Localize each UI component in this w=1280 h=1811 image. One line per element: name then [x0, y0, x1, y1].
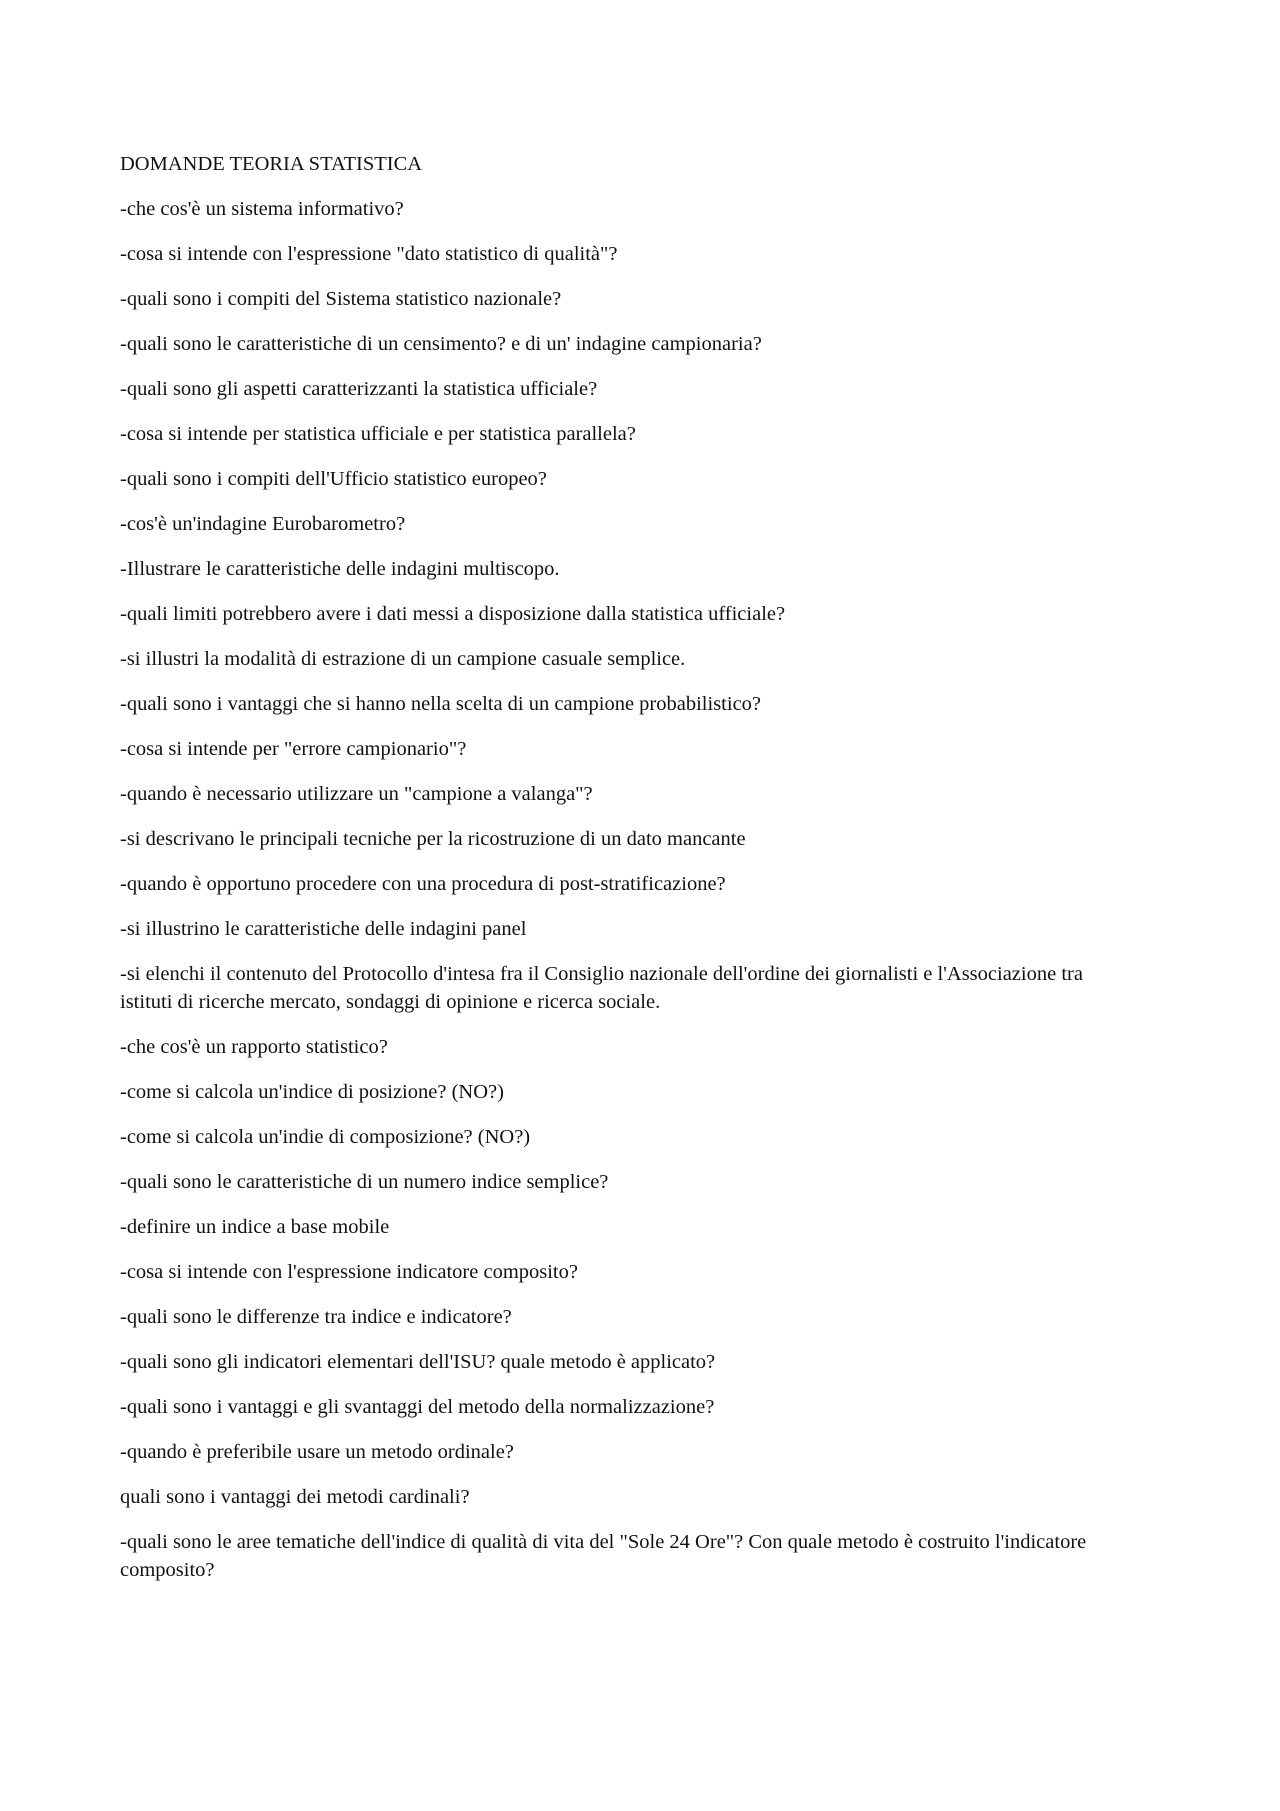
question-item: -quando è preferibile usare un metodo ordinale?: [120, 1441, 514, 1463]
question-item: -cosa si intende con l'espressione indicatore composito?: [120, 1261, 578, 1283]
document-title: DOMANDE TEORIA STATISTICA: [120, 153, 423, 175]
question-item: -cosa si intende per statistica ufficiale e per statistica parallela?: [120, 423, 636, 445]
question-item: -cos'è un'indagine Eurobarometro?: [120, 513, 406, 535]
question-item: -quali sono le differenze tra indice e indicatore?: [120, 1306, 512, 1328]
question-item: -quali sono i vantaggi e gli svantaggi del metodo della normalizzazione?: [120, 1396, 715, 1418]
question-item: -che cos'è un sistema informativo?: [120, 198, 404, 220]
question-item: -si illustri la modalità di estrazione di un campione casuale semplice.: [120, 648, 686, 670]
question-item: -cosa si intende con l'espressione "dato statistico di qualità"?: [120, 243, 618, 265]
document-content: [120, 150, 1140, 1601]
question-item: -quando è necessario utilizzare un "campione a valanga"?: [120, 783, 593, 805]
question-item: -quali sono i vantaggi che si hanno nella scelta di un campione probabilistico?: [120, 693, 762, 715]
question-item: -come si calcola un'indice di posizione? (NO?): [120, 1081, 504, 1103]
question-item: -quali sono le aree tematiche dell'indice di qualità di vita del "Sole 24 Ore"? Con quale metodo è costruito l'indicatore composito?: [120, 1531, 1087, 1581]
question-item: -cosa si intende per "errore campionario"?: [120, 738, 467, 760]
question-item: -quali sono le caratteristiche di un censimento? e di un' indagine campionaria?: [120, 333, 762, 355]
question-item: -quali sono gli indicatori elementari dell'ISU? quale metodo è applicato?: [120, 1351, 716, 1373]
question-item: quali sono i vantaggi dei metodi cardinali?: [120, 1486, 470, 1508]
question-item: -quali sono i compiti del Sistema statistico nazionale?: [120, 288, 562, 310]
question-item: -quali sono le caratteristiche di un numero indice semplice?: [120, 1171, 609, 1193]
question-item: -quando è opportuno procedere con una procedura di post-stratificazione?: [120, 873, 726, 895]
question-item: -definire un indice a base mobile: [120, 1216, 390, 1238]
question-item: -quali sono i compiti dell'Ufficio statistico europeo?: [120, 468, 547, 490]
question-list: [120, 195, 1140, 1584]
question-item: -come si calcola un'indie di composizione? (NO?): [120, 1126, 531, 1148]
question-item: -quali sono gli aspetti caratterizzanti la statistica ufficiale?: [120, 378, 598, 400]
question-item: -si descrivano le principali tecniche per la ricostruzione di un dato mancante: [120, 828, 746, 850]
question-item: -quali limiti potrebbero avere i dati messi a disposizione dalla statistica ufficiale?: [120, 603, 786, 625]
question-item: -che cos'è un rapporto statistico?: [120, 1036, 388, 1058]
question-item: -Illustrare le caratteristiche delle indagini multiscopo.: [120, 558, 560, 580]
question-item: -si elenchi il contenuto del Protocollo d'intesa fra il Consiglio nazionale dell'ordine dei giornalisti e l'Associazione tra istituti di ricerche mercato, sondaggi di opinione e ricerca sociale.: [120, 963, 1083, 1013]
question-item: -si illustrino le caratteristiche delle indagini panel: [120, 918, 527, 940]
